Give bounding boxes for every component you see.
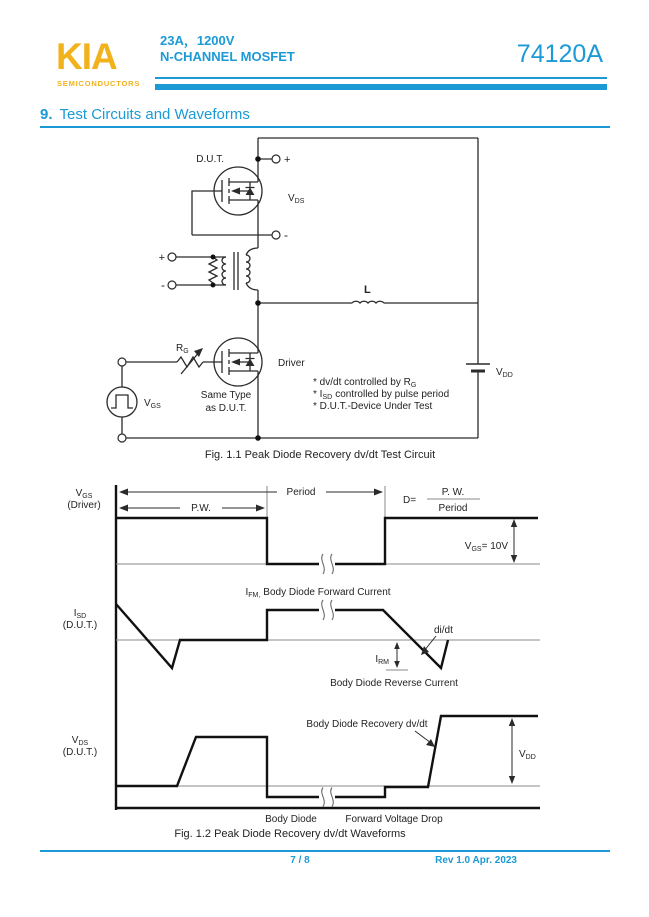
figure-2-caption: Fig. 1.2 Peak Diode Recovery dv/dt Waveforms (174, 828, 406, 840)
junction-dot (255, 300, 261, 306)
break-symbol (319, 600, 335, 620)
ifm-label: $I_{FM,}$ Body Diode Forward Current (245, 587, 391, 599)
vgs-level-label: $V_{GS}= 10V$ (464, 541, 508, 553)
pulse-plus-label: + (158, 252, 165, 264)
figure-2-waveforms (63, 485, 540, 840)
figure-1-test-circuit (107, 138, 513, 461)
break-symbol (319, 788, 335, 807)
circuit-note-3: * D.U.T.-Device Under Test (313, 401, 433, 412)
terminal-circle (168, 281, 176, 289)
vds-plus-label: + (284, 154, 291, 166)
kia-logo: KIA (56, 36, 117, 77)
terminal-circle (168, 253, 176, 261)
page-number: 7 / 8 (290, 855, 310, 866)
recovery-label: Body Diode Recovery dv/dt (306, 719, 428, 730)
duty-numerator: P. W. (441, 487, 465, 498)
terminal-circle (118, 434, 126, 442)
pw-label: P.W. (191, 503, 211, 514)
vgs-level-arrow (511, 519, 517, 563)
section-number: 9. (40, 106, 53, 123)
irm-arrow (386, 642, 408, 670)
revision-label: Rev 1.0 Apr. 2023 (435, 855, 517, 866)
isd-axis-label: $I_{SD}$ (73, 608, 87, 620)
terminal-circle (272, 155, 280, 163)
recovery-pointer (415, 731, 435, 747)
inductor-label: L (364, 284, 371, 296)
same-type-label-1: Same Type (200, 390, 252, 401)
body-arrow (231, 359, 240, 366)
period-ticks (267, 486, 385, 517)
duty-denominator: Period (438, 503, 468, 514)
vgs-axis-label: $V_{GS}$ (75, 488, 93, 500)
battery-symbol (466, 364, 490, 371)
body-arrow (231, 188, 240, 195)
device-rating: 23A，1200V (160, 33, 235, 48)
vdd-level-label: $V_{DD}$ (519, 749, 536, 761)
didt-label: di/dt (434, 625, 453, 636)
body-diode-label: Body Diode (265, 814, 317, 825)
junction-dot (255, 156, 261, 162)
vgs-trace (116, 518, 538, 564)
pulse-source-symbol (107, 387, 137, 417)
inductor-symbol (352, 301, 384, 303)
part-number: 74120A (516, 40, 603, 68)
transformer-symbol (209, 248, 258, 303)
section-title-text: Test Circuits and Waveforms (59, 106, 250, 123)
terminal-circle (272, 231, 280, 239)
duty-formula: D= (403, 495, 417, 506)
break-symbol (319, 554, 335, 574)
driver-label: Driver (278, 358, 305, 369)
circuit-note-1: * dv/dt controlled by $R_G$ (313, 377, 417, 389)
isd-trace (116, 604, 448, 668)
footer-rule (40, 850, 610, 852)
reverse-current-label: Body Diode Reverse Current (330, 678, 458, 689)
figure-1-caption: Fig. 1.1 Peak Diode Recovery dv/dt Test Circuit (204, 449, 436, 461)
period-arrow (119, 489, 383, 496)
vds-label: $V_{DS}$ (288, 193, 305, 205)
vds-axis-label: $V_{DS}$ (71, 735, 89, 747)
pulse-minus-label: - (161, 278, 165, 292)
rg-label: $R_G$ (176, 343, 189, 355)
vdd-label: $V_{DD}$ (496, 367, 513, 379)
vgs-label: $V_{GS}$ (144, 398, 161, 410)
period-label: Period (286, 487, 316, 498)
junction-dot (211, 283, 216, 288)
vgs-axis-label-2: (Driver) (67, 500, 101, 511)
dut-label: D.U.T. (196, 154, 224, 165)
irm-label: $I_{RM}$ (375, 654, 389, 666)
terminal-circle (118, 358, 126, 366)
junction-dot (255, 435, 261, 441)
circuit-note-2: * $I_{SD}$ controlled by pulse period (313, 389, 450, 401)
vdd-arrow (509, 718, 515, 784)
vds-axis-label-2: (D.U.T.) (62, 747, 98, 758)
junction-dot (211, 255, 216, 260)
kia-logo-subtext: SEMICONDUCTORS (57, 79, 141, 88)
device-type: N-CHANNEL MOSFET (160, 49, 295, 64)
isd-axis-label-2: (D.U.T.) (62, 620, 98, 631)
same-type-label-2: as D.U.T. (205, 403, 247, 414)
vds-minus-label: - (284, 228, 288, 242)
didt-pointer (421, 636, 436, 655)
forward-drop-label: Forward Voltage Drop (345, 814, 443, 825)
